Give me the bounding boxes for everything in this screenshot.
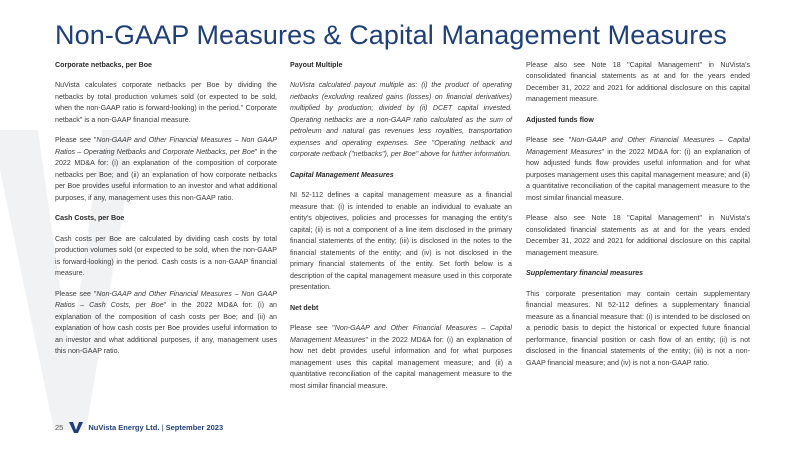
- heading-adjusted-funds-flow: Adjusted funds flow: [526, 115, 594, 124]
- footer-date: September 2023: [165, 423, 224, 432]
- paragraph-payout-multiple: NuVista calculated payout multiple as: (i) the product of operating netbacks (excluding realized gains (losses) on financial derivatives) multiplied by production; divided by (ii) DCET capital invested. Operating netbacks are a non-GAAP ratio calculated as the sum of petroleum and natural gas revenues less royalties, transportation expenses and operating expenses. See "Operating netback and corporate netback ("netbacks"), per Boe" above for further information.: [290, 81, 512, 159]
- column-left: [55, 60, 277, 367]
- nuvista-logo-icon: [69, 422, 83, 433]
- paragraph-note18-net-debt: Please also see Note 18 "Capital Management" in NuVista's consolidated financial statements as at and for the years ended December 31, 2022 and 2021 for additional disclosure on this capital management measure.: [526, 61, 750, 104]
- paragraph-cash-costs: Cash costs per Boe are calculated by dividing cash costs by total production volumes sold (or expected to be sold, when the non-GAAP is forward-looking) in the period. Cash costs is a non-GAAP financial measure.: [55, 234, 277, 278]
- paragraph-capital-management: NI 52-112 defines a capital management measure as a financial measure that: (i) is intended to enable an individual to evaluate an entity's objectives, policies and processes for managing the entity's capital; (ii) is not a component of a line item disclosed in the primary financial statements of the entity; (iii) is disclosed in the notes to the financial statements of the entity; and (iv) is not disclosed in the primary financial statements of the entity. Set forth below is a description of the capital management measure used in this corporate presentation.: [290, 191, 512, 292]
- heading-supplementary-measures: Supplementary financial measures: [526, 269, 644, 278]
- column-right: [526, 60, 750, 378]
- heading-payout-multiple: Payout Multiple: [290, 61, 343, 69]
- column-middle: [290, 60, 512, 401]
- paragraph-corporate-netbacks: NuVista calculates corporate netbacks per Boe by dividing the netbacks by total production volumes sold (or expected to be sold, when the non-GAAP ratio is forward-looking) in the period." Corporate netback" is a non-GAAP financial measure.: [55, 81, 277, 124]
- company-name: NuVista Energy Ltd.: [88, 423, 160, 432]
- heading-corporate-netbacks: Corporate netbacks, per Boe: [55, 61, 152, 69]
- heading-cash-costs: Cash Costs, per Boe: [55, 214, 125, 223]
- paragraph-corporate-netbacks-reference: Please see "Non-GAAP and Other Financial Measures – Non GAAP Ratios – Operating Netbacks and Corporate Netbacks, per Boe" in the 2022 MD&A for: (i) an explanation of the composition of corporate netbacks per Boe; and (ii) an explanation of how corporate netbacks per Boe provides useful information to an investor and what additional purposes, if any, management uses this non-GAAP ratio.: [55, 136, 278, 202]
- page-number: 25: [55, 423, 64, 432]
- heading-capital-management: Capital Management Measures: [290, 170, 394, 179]
- heading-net-debt: Net debt: [290, 303, 319, 312]
- paragraph-note18-adjusted-funds-flow: Please also see Note 18 "Capital Management" in NuVista's consolidated financial statements as at and for the years ended December 31, 2022 and 2021 for additional disclosure on this capital management measure.: [526, 214, 750, 257]
- footer-separator: |: [159, 423, 166, 432]
- paragraph-net-debt: Please see "Non-GAAP and Other Financial Measures – Capital Management Measures" in the 2022 MD&A for: (i) an explanation of how net debt provides useful information and for what purposes management uses this capital management measure; and (ii) a quantitative reconciliation of the capital management measure to the most similar financial measure.: [290, 324, 512, 390]
- page-title: Non-GAAP Measures & Capital Management Measures: [55, 20, 728, 50]
- paragraph-adjusted-funds-flow: Please see "Non-GAAP and Other Financial Measures – Capital Management Measures" in the 2022 MD&A for: (i) an explanation of how adjusted funds flow provides useful information and for what purposes management uses this capital management measure; and (ii) a quantitative reconciliation of the capital management measure to the most similar financial measure.: [526, 136, 750, 202]
- paragraph-supplementary-measures: This corporate presentation may contain certain supplementary financial measures. NI 52-112 defines a supplementary financial measure as a financial measure that: (i) is intended to be disclosed on a periodic basis to depict the historical or expected future financial performance, financial position or cash flow of an entity; (ii) is not disclosed in the financial statements of the entity; (iii) is not a non-GAAP financial measure; and (iv) is not a non-GAAP ratio.: [526, 289, 750, 367]
- paragraph-cash-costs-reference: Please see "Non-GAAP and Other Financial Measures – Non GAAP Ratios – Cash Costs, per Boe" in the 2022 MD&A for: (i) an explanation of the composition of cash costs per Boe; and (ii) an explanation of how cash costs per Boe provides useful information to an investor and what additional purposes, if any, management uses this non-GAAP ratio.: [55, 289, 278, 356]
- footer: [55, 422, 223, 433]
